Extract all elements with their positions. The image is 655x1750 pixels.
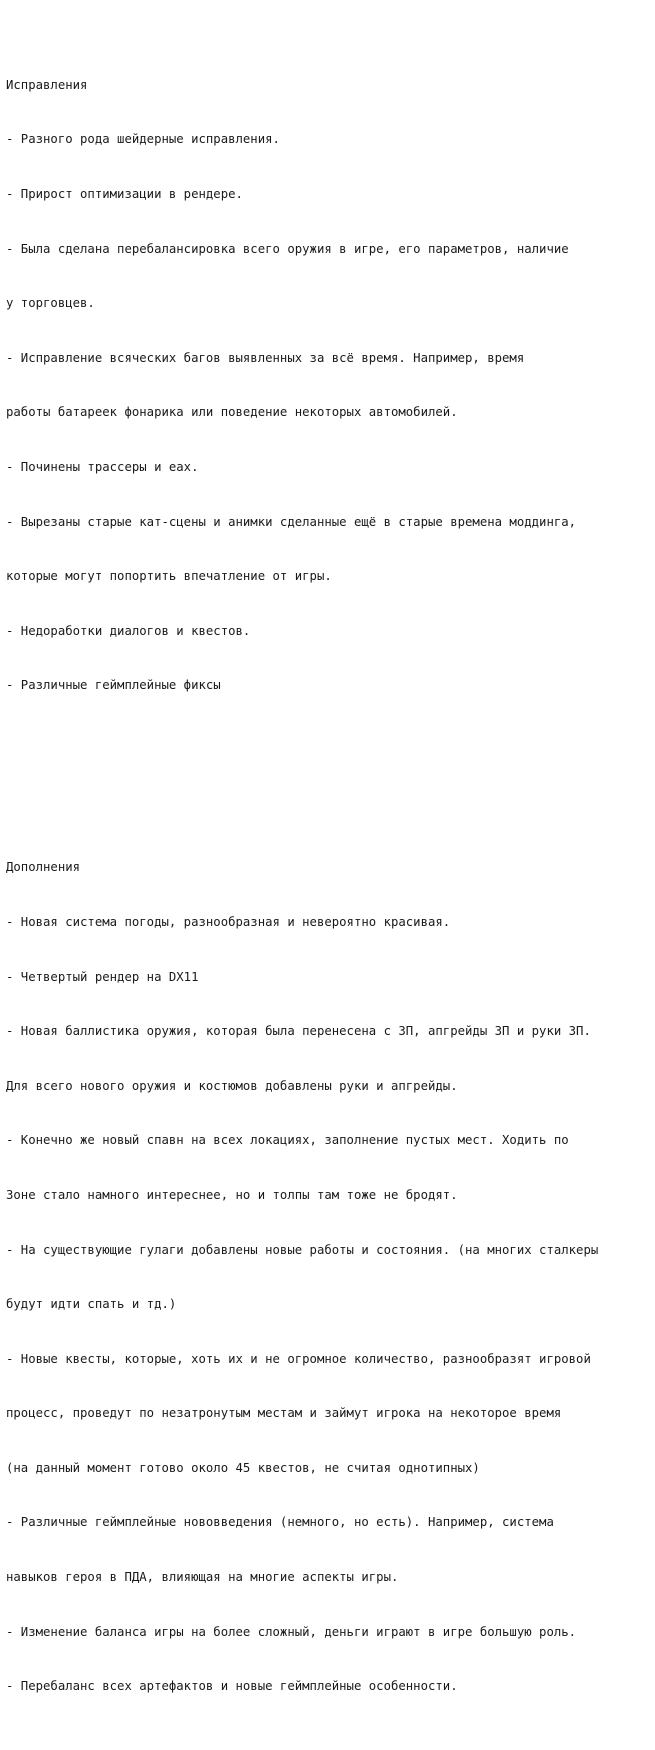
list-item: Для всего нового оружия и костюмов добавлены руки и апгрейды. [6,1078,458,1093]
section-divider [6,767,651,785]
list-item: - Перебаланс всех артефактов и новые геймплейные особенности. [6,1679,458,1694]
list-item: - Починены трассеры и еах. [6,459,199,474]
list-item: - Четвертый рендер на DX11 [6,969,199,984]
list-item: - Конечно же новый спавн на всех локациях, заполнение пустых мест. Ходить по [6,1133,569,1148]
fixes-section [6,39,651,731]
list-item: - Различные геймплейные фиксы [6,678,221,693]
list-item: Зоне стало намного интереснее, но и толпы там тоже не бродят. [6,1187,458,1202]
list-item: - На существующие гулаги добавлены новые работы и состояния. (на многих сталкеры [6,1242,599,1257]
list-item: - Исправление всяческих багов выявленных за всё время. Например, время [6,350,525,365]
list-item: - Вырезаны старые кат-сцены и анимки сделанные ещё в старые времена моддинга, [6,514,577,529]
list-item: навыков героя в ПДА, влияющая на многие аспекты игры. [6,1570,399,1585]
list-item: - Разного рода шейдерные исправления. [6,132,280,147]
list-item: процесс, проведут по незатронутым местам и займут игрока на некоторое время [6,1406,562,1421]
list-item: работы батареек фонарика или поведение некоторых автомобилей. [6,405,458,420]
list-item: у торговцев. [6,296,95,311]
list-item: - Новая баллистика оружия, которая была перенесена с ЗП, апгрейды ЗП и руки ЗП. [6,1024,591,1039]
list-item: - Новые квесты, которые, хоть их и не огромное количество, разнообразят игровой [6,1351,591,1366]
section-title-fixes: Исправления [6,77,88,92]
additions-section [6,822,651,1732]
list-item: - Прирост оптимизации в рендере. [6,187,243,201]
list-item: которые могут попортить впечатление от игры. [6,569,332,584]
list-item: - Изменение баланса игры на более сложный, деньги играют в игре большую роль. [6,1624,577,1639]
list-item: будут идти спать и тд.) [6,1297,177,1312]
list-item: - Недоработки диалогов и квестов. [6,623,251,638]
changelog-document [6,3,651,1750]
list-item: - Новая система погоды, разнообразная и невероятно красивая. [6,914,451,929]
list-item: (на данный момент готово около 45 квестов, не считая однотипных) [6,1460,480,1475]
section-title-additions: Дополнения [6,860,81,875]
list-item: - Была сделана перебалансировка всего оружия в игре, его параметров, наличие [6,241,569,256]
list-item: - Различные геймплейные нововведения (немного, но есть). Например, система [6,1515,554,1530]
